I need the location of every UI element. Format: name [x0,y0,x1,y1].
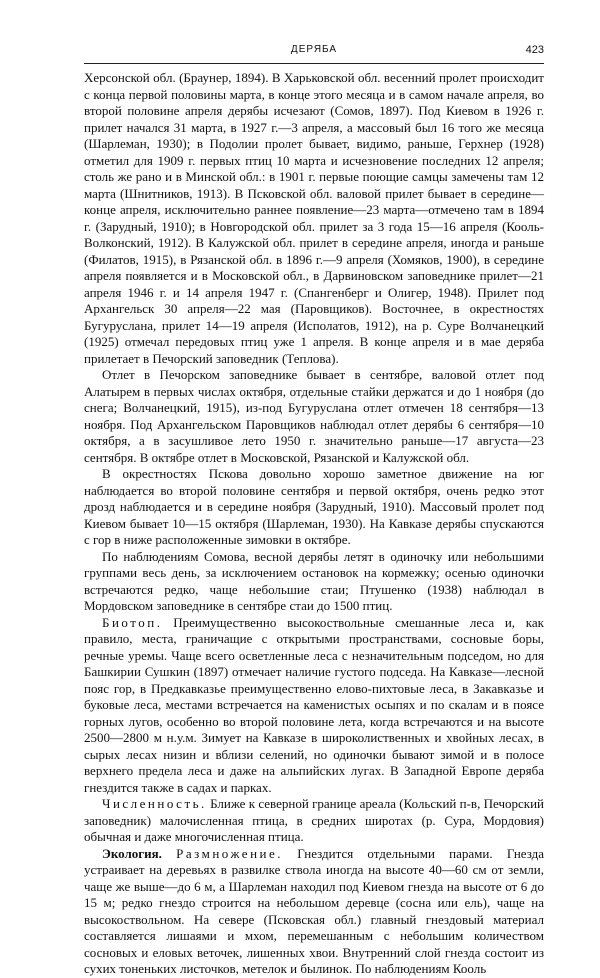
paragraph-autumn-departure: Отлет в Печорском заповеднике бывает в сентябре, валовой отлет под Алатырем в первых числах октября, отдельные стайки держатся и до 1 ноября (до снега; Волчанецкий, 1915), из-под Бугуруслана отлет отмечен 18 сентября—13 ноября. Под Архангельском Паровщиков наблюдал отлет дерябы 6 сентября—10 октября, а в засушливое лето 1950 г. значительно раньше—17 августа—23 сентября. В октябре отлет в Московской, Рязанской и Калужской обл. [84,367,544,465]
abundance-text: Ближе к северной границе ареала (Кольский п-в, Печорский заповедник) малочисленная птица, в средних широтах (р. Сура, Мордовия) обычная и даже многочисленная птица. [84,796,544,844]
page-header [84,44,544,64]
page-number: 423 [525,44,544,56]
section-heading-ecology: Экология. [102,845,162,861]
section-heading-abundance: Численность. [102,796,207,811]
paragraph-pskov-movement: В окрестностях Пскова довольно хорошо заметное движение на юг наблюдается во второй половине сентября и первой октября, очень редко этот дрозд наблюдается и в середине ноября (Зарудный, 1910). Массовый пролет под Киевом бывает 10—15 октября (Шарлеман, 1930). На Кавказе дерябы спускаются с гор в ниже расположенные зимовки в октябре. [84,466,544,547]
paragraph-ecology [84,846,544,978]
subheading-reproduction: Размножение. [176,845,283,861]
paragraph-spring-migration: Херсонской обл. (Браунер, 1894). В Харьковской обл. весенний пролет происходит с конца первой половины марта, в конце этого месяца и в самом начале апреля, во второй половине апреля дерябы исчезают (Сомов, 1897). Под Киевом в 1926 г. прилет начался 31 марта, в 1927 г.—3 апреля, а массовый был 16 того же месяца (Шарлеман, 1930); в Подолии пролет бывает, видимо, раньше, Герхнер (1928) отметил для 1909 г. первых птиц 10 марта и исчезновение последних 12 апреля; столь же рано и в Минской обл.: в 1901 г. первые поющие самцы замечены там 12 марта (Шнитников, 1913). В Псковской обл. валовой прилет бывает в середине—конце апреля, исключительно раннее появление—23 марта—отмечено там в 1894 г. (Зарудный, 1910); в Новгородской обл. прилет за 3 года 15—16 апреля (Кооль-Волконский, 1912). В Калужской обл. прилет в середине апреля, иногда и раньше (Филатов, 1915), в Рязанской обл. в 1896 г.—9 апреля (Хомяков, 1900), в середине апреля появляется и в Московской обл., в Дарвиновском заповеднике прилет—21 апреля 1946 г. и 14 апреля 1947 г. (Спангенберг и Олигер, 1948). Прилет под Архангельск 30 апреля—22 мая (Паровщиков). Восточнее, в окрестностях Бугуруслана, прилет 14—19 апреля (Исполатов, 1912), на р. Суре Волчанецкий (1925) отмечал передовых птиц уже 1 апреля. В конце апреля и в мае деряба прилетает в Печорский заповедник (Теплова). [84,70,544,366]
biotope-text: Преимущественно высокоствольные смешанные леса и, как правило, места, граничащие с открытыми пространствами, сосновые боры, речные уремы. Чаще всего осветленные леса с незначительным подседом, но для Башкирии Сушкин (1897) отмечает наличие густого подседа. На Кавказе—лесной пояс гор, в Предкавказье преимущественно елово-пихтовые леса, в Закавказье и буковые леса, местами встречается на каменистых осыпях и по скалам и в поясе горных лугов, особенно во второй половине лета, когда встречаются и на высоте 2500—2800 м н.у.м. Зимует на Кавказе в широколиственных и хвойных лесах, в сырых лесах низин и вблизи селений, но одиночки бывают зимой и в полосе верхнего предела леса и даже на альпийских лугах. В Западной Европе деряба гнездится также в садах и парках. [84,614,544,795]
section-heading-biotope: Биотоп. [102,614,163,630]
ecology-text: Гнездится отдельными парами. Гнезда устраивает на деревьях в развилке ствола иногда на высоте 40—60 см от земли, чаще же выше—до 6 м, а Шарлеман находил под Киевом гнезда на высоте от 6 до 15 м; редко гнездо строится на небольшом деревце (сосна или ель), чаще на высокоствольном. На севере (Псковская обл.) главный гнездовый материал составляется лишаями и мхом, перемешанным с небольшим количеством сосновых и еловых веточек, лишенных хвои. Внутренний слой гнезда состоит из сухих тоненьких листочков, метелок и былинок. По наблюдениям Кооль [84,845,545,976]
header-rule [84,63,544,64]
running-title: ДЕРЯБА [290,44,338,55]
article-body [84,70,544,978]
paragraph-abundance [84,796,544,846]
paragraph-biotope [84,615,544,797]
paragraph-flight-observations: По наблюдениям Сомова, весной дерябы летят в одиночку или небольшими группами весь день, за исключением остановок на кормежку; осенью одиночки встречаются редко, чаще небольшие стаи; Птушенко (1938) наблюдал в Мордовском заповеднике в сентябре стаи до 1500 птиц. [84,548,544,613]
